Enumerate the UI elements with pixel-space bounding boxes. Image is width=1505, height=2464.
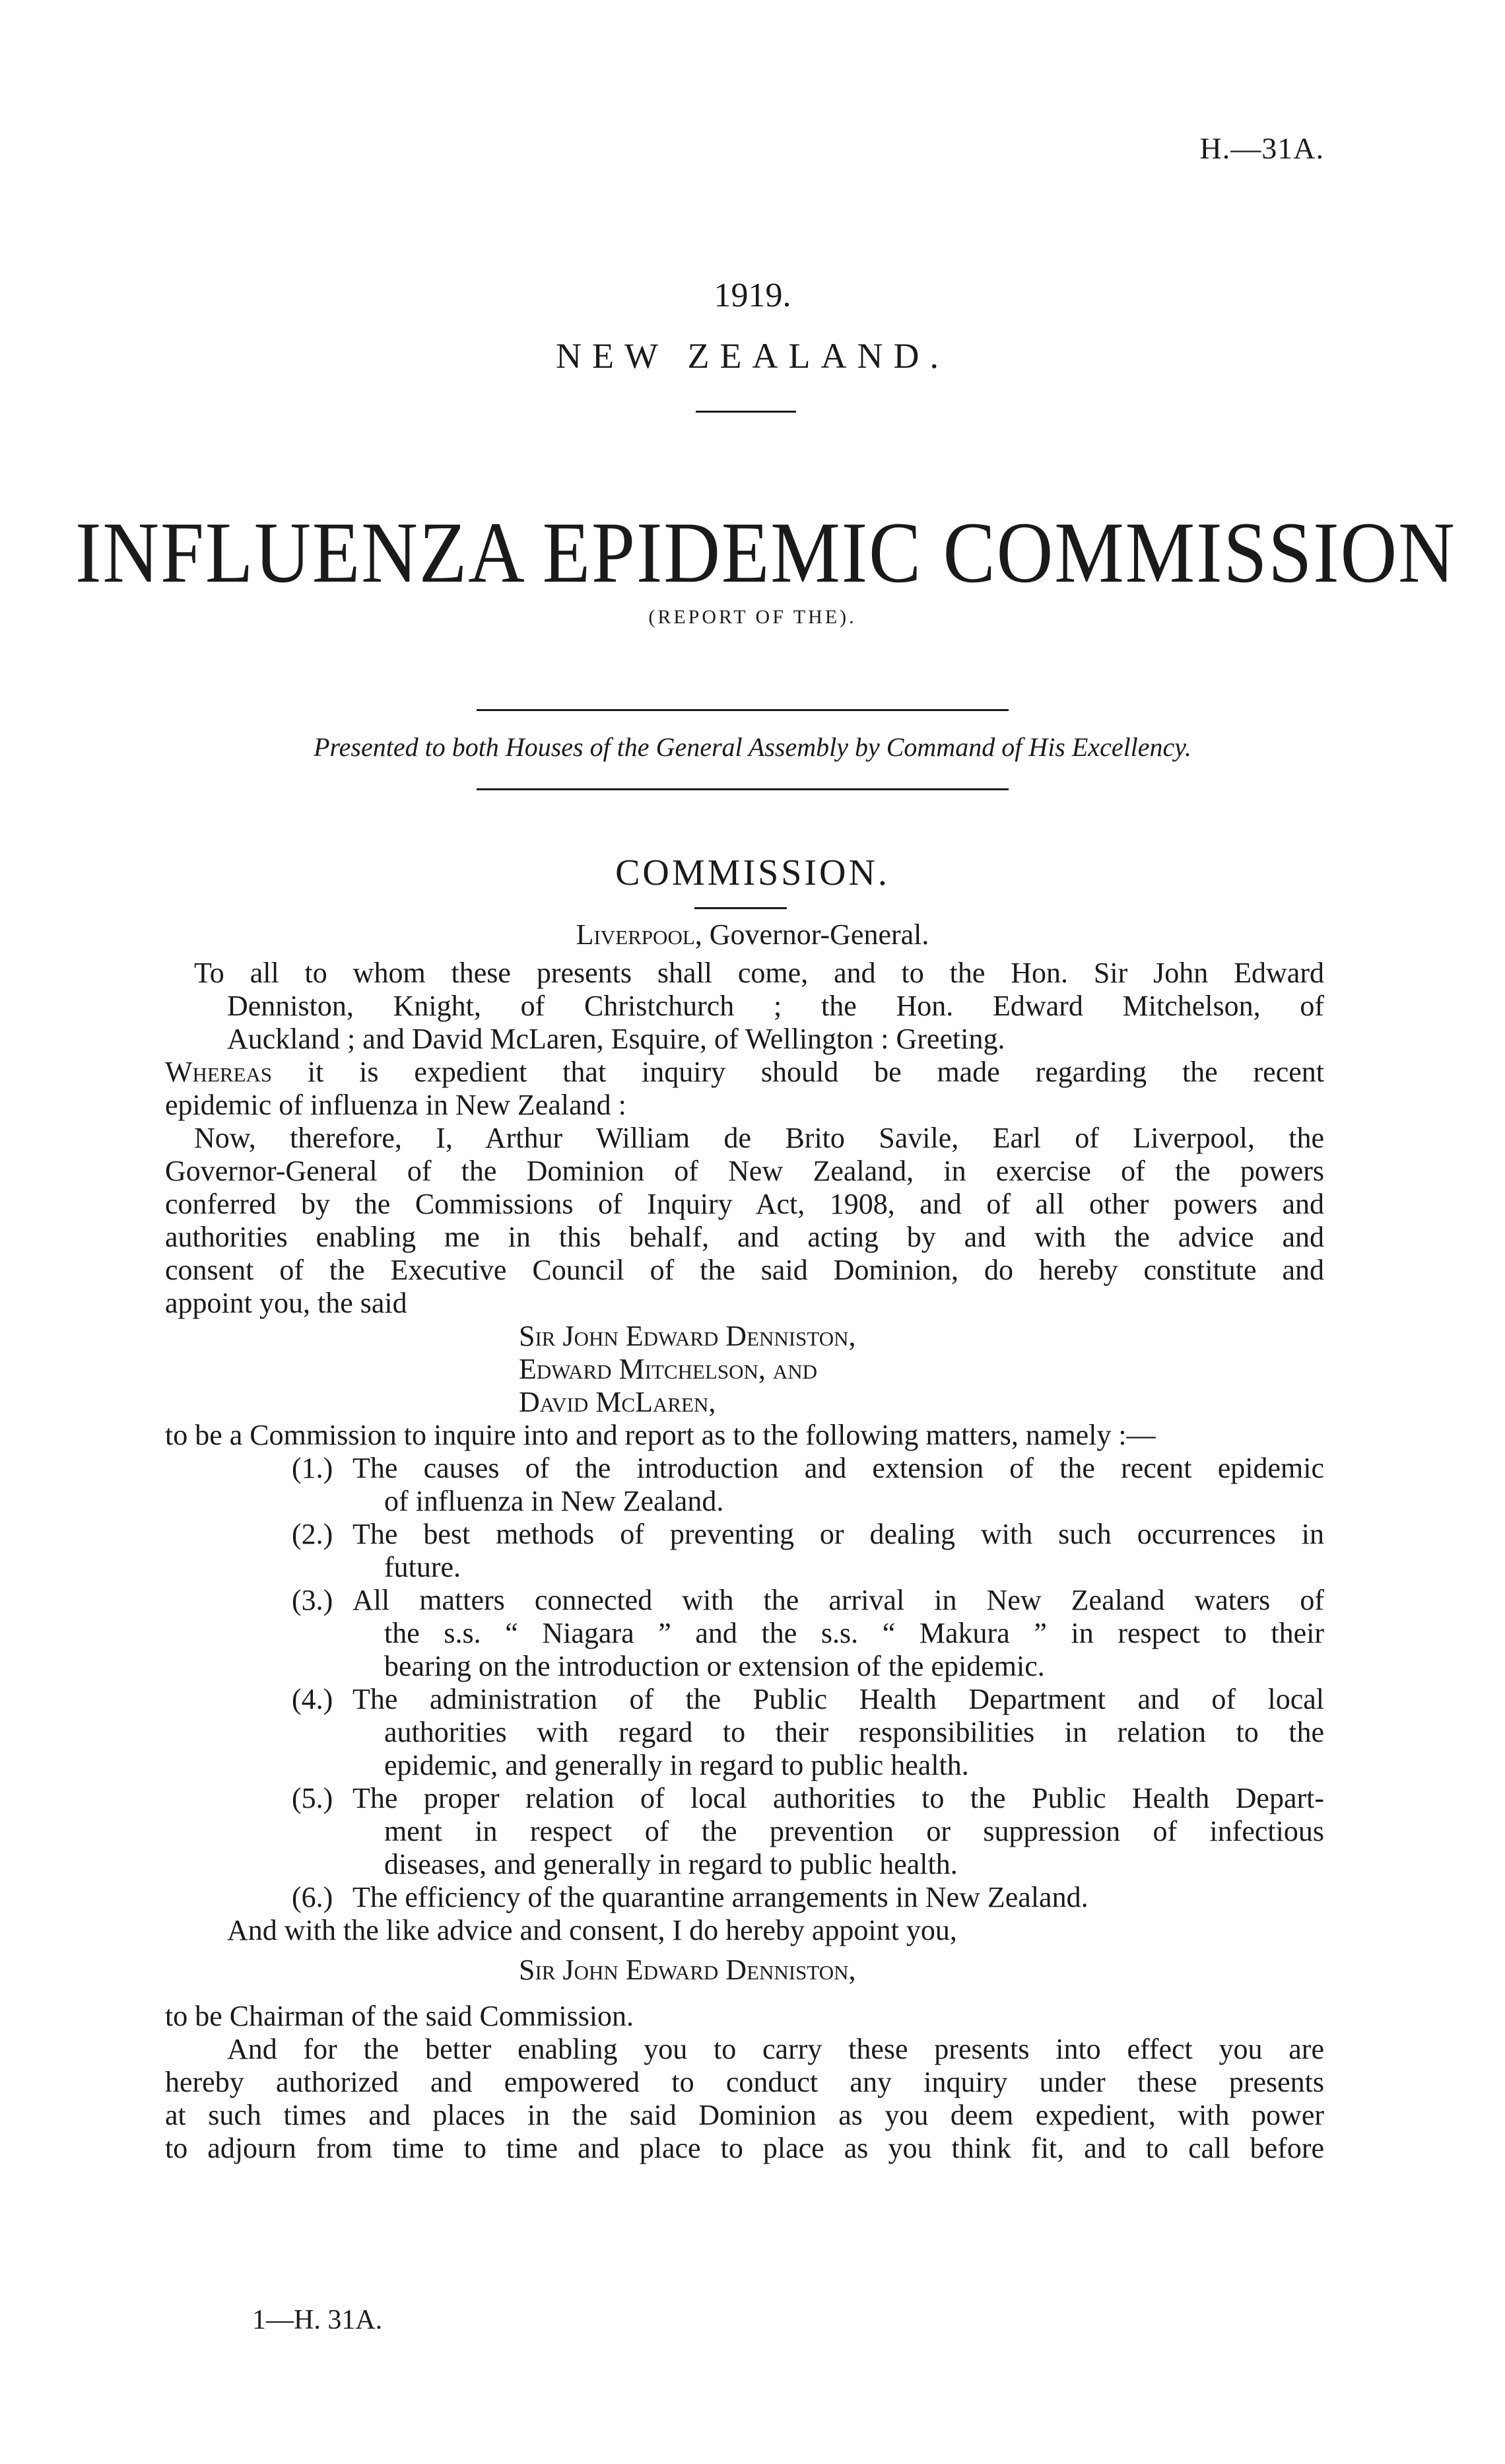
whereas-line bbox=[165, 1058, 1324, 1087]
matter-text: The causes of the introduction and extension of the recent epidemic bbox=[352, 1452, 1324, 1484]
matters-intro: to be a Commission to inquire into and report as to the following matters, namely :— bbox=[165, 1419, 1156, 1451]
member-name: Sir John Edward Denniston, bbox=[519, 1320, 856, 1352]
matter-text: of influenza in New Zealand. bbox=[384, 1485, 724, 1517]
paragraph-line: to adjourn from time to time and place to place as you think fit, and to call before bbox=[165, 2132, 1324, 2164]
matter-number: (2.) bbox=[292, 1518, 333, 1550]
governor-line bbox=[0, 918, 1505, 951]
paragraph-line: appoint you, the said bbox=[165, 1287, 407, 1319]
paragraph-line: Governor-General of the Dominion of New Zealand, in exercise of the powers bbox=[165, 1155, 1324, 1187]
matter-text: The proper relation of local authorities to the Public Health Depart- bbox=[352, 1782, 1324, 1814]
governor-title: , Governor-General. bbox=[694, 918, 929, 951]
matter-text: the s.s. “ Niagara ” and the s.s. “ Makura ” in respect to their bbox=[384, 1617, 1324, 1649]
matter-text: The best methods of preventing or dealing with such occurrences in bbox=[352, 1518, 1324, 1550]
governor-name: Liverpool bbox=[576, 918, 695, 951]
page-footer: 1—H. 31A. bbox=[252, 2305, 383, 2335]
paragraph-line: conferred by the Commissions of Inquiry Act, 1908, and of all other powers and bbox=[165, 1188, 1324, 1220]
divider bbox=[694, 907, 787, 909]
commission-heading: COMMISSION. bbox=[615, 852, 890, 893]
matter-text: diseases, and generally in regard to public health. bbox=[384, 1848, 958, 1880]
address-line: To all to whom these presents shall come, and to the Hon. Sir John Edward bbox=[194, 957, 1324, 989]
page-subtitle: (REPORT OF THE). bbox=[648, 606, 857, 628]
matter-number: (1.) bbox=[292, 1452, 333, 1484]
document-reference: H.—31A. bbox=[1199, 131, 1324, 165]
matter-text: future. bbox=[384, 1551, 461, 1583]
appoint-chair-line: And with the like advice and consent, I do hereby appoint you, bbox=[227, 1914, 957, 1946]
whereas-lead: Whereas bbox=[165, 1056, 273, 1088]
paragraph-line: consent of the Executive Council of the said Dominion, do hereby constitute and bbox=[165, 1254, 1324, 1286]
whereas-line: epidemic of influenza in New Zealand : bbox=[165, 1089, 626, 1121]
matter-number: (3.) bbox=[292, 1584, 333, 1616]
divider bbox=[477, 788, 1009, 790]
paragraph-line: at such times and places in the said Dominion as you deem expedient, with power bbox=[165, 2099, 1324, 2131]
matter-text: bearing on the introduction or extension of the epidemic. bbox=[384, 1650, 1045, 1682]
whereas-text: it is expedient that inquiry should be made regarding the recent bbox=[272, 1056, 1324, 1088]
matter-number: (5.) bbox=[292, 1782, 333, 1814]
chairman-name: Sir John Edward Denniston, bbox=[519, 1954, 856, 1986]
presented-line: Presented to both Houses of the General Assembly by Command of His Excellency. bbox=[314, 732, 1191, 762]
member-name: Edward Mitchelson, and bbox=[519, 1353, 818, 1385]
matter-text: The administration of the Public Health Department and of local bbox=[352, 1683, 1324, 1715]
matter-text: The efficiency of the quarantine arrangements in New Zealand. bbox=[352, 1881, 1088, 1913]
matter-text: epidemic, and generally in regard to public health. bbox=[384, 1749, 969, 1781]
matter-text: authorities with regard to their responsibilities in relation to the bbox=[384, 1716, 1324, 1748]
matter-text: ment in respect of the prevention or suppression of infectious bbox=[384, 1815, 1324, 1847]
divider bbox=[477, 709, 1009, 711]
document-country: NEW ZEALAND. bbox=[556, 336, 949, 376]
paragraph-line: hereby authorized and empowered to conduct any inquiry under these presents bbox=[165, 2066, 1324, 2098]
matter-text: All matters connected with the arrival in New Zealand waters of bbox=[352, 1584, 1324, 1616]
paragraph-line: Now, therefore, I, Arthur William de Brito Savile, Earl of Liverpool, the bbox=[194, 1122, 1324, 1154]
address-line: Auckland ; and David McLaren, Esquire, of Wellington : Greeting. bbox=[227, 1023, 1005, 1055]
paragraph-line: authorities enabling me in this behalf, and acting by and with the advice and bbox=[165, 1221, 1324, 1253]
member-name: David McLaren, bbox=[519, 1386, 716, 1418]
chairman-role: to be Chairman of the said Commission. bbox=[165, 2000, 634, 2032]
document-year: 1919. bbox=[714, 277, 791, 314]
matter-number: (6.) bbox=[292, 1881, 333, 1913]
divider bbox=[696, 411, 796, 413]
paragraph-line: And for the better enabling you to carry these presents into effect you are bbox=[227, 2033, 1324, 2065]
address-line: Denniston, Knight, of Christchurch ; the Hon. Edward Mitchelson, of bbox=[227, 990, 1324, 1022]
page-title: INFLUENZA EPIDEMIC COMMISSION bbox=[75, 504, 1456, 601]
matter-number: (4.) bbox=[292, 1683, 333, 1715]
